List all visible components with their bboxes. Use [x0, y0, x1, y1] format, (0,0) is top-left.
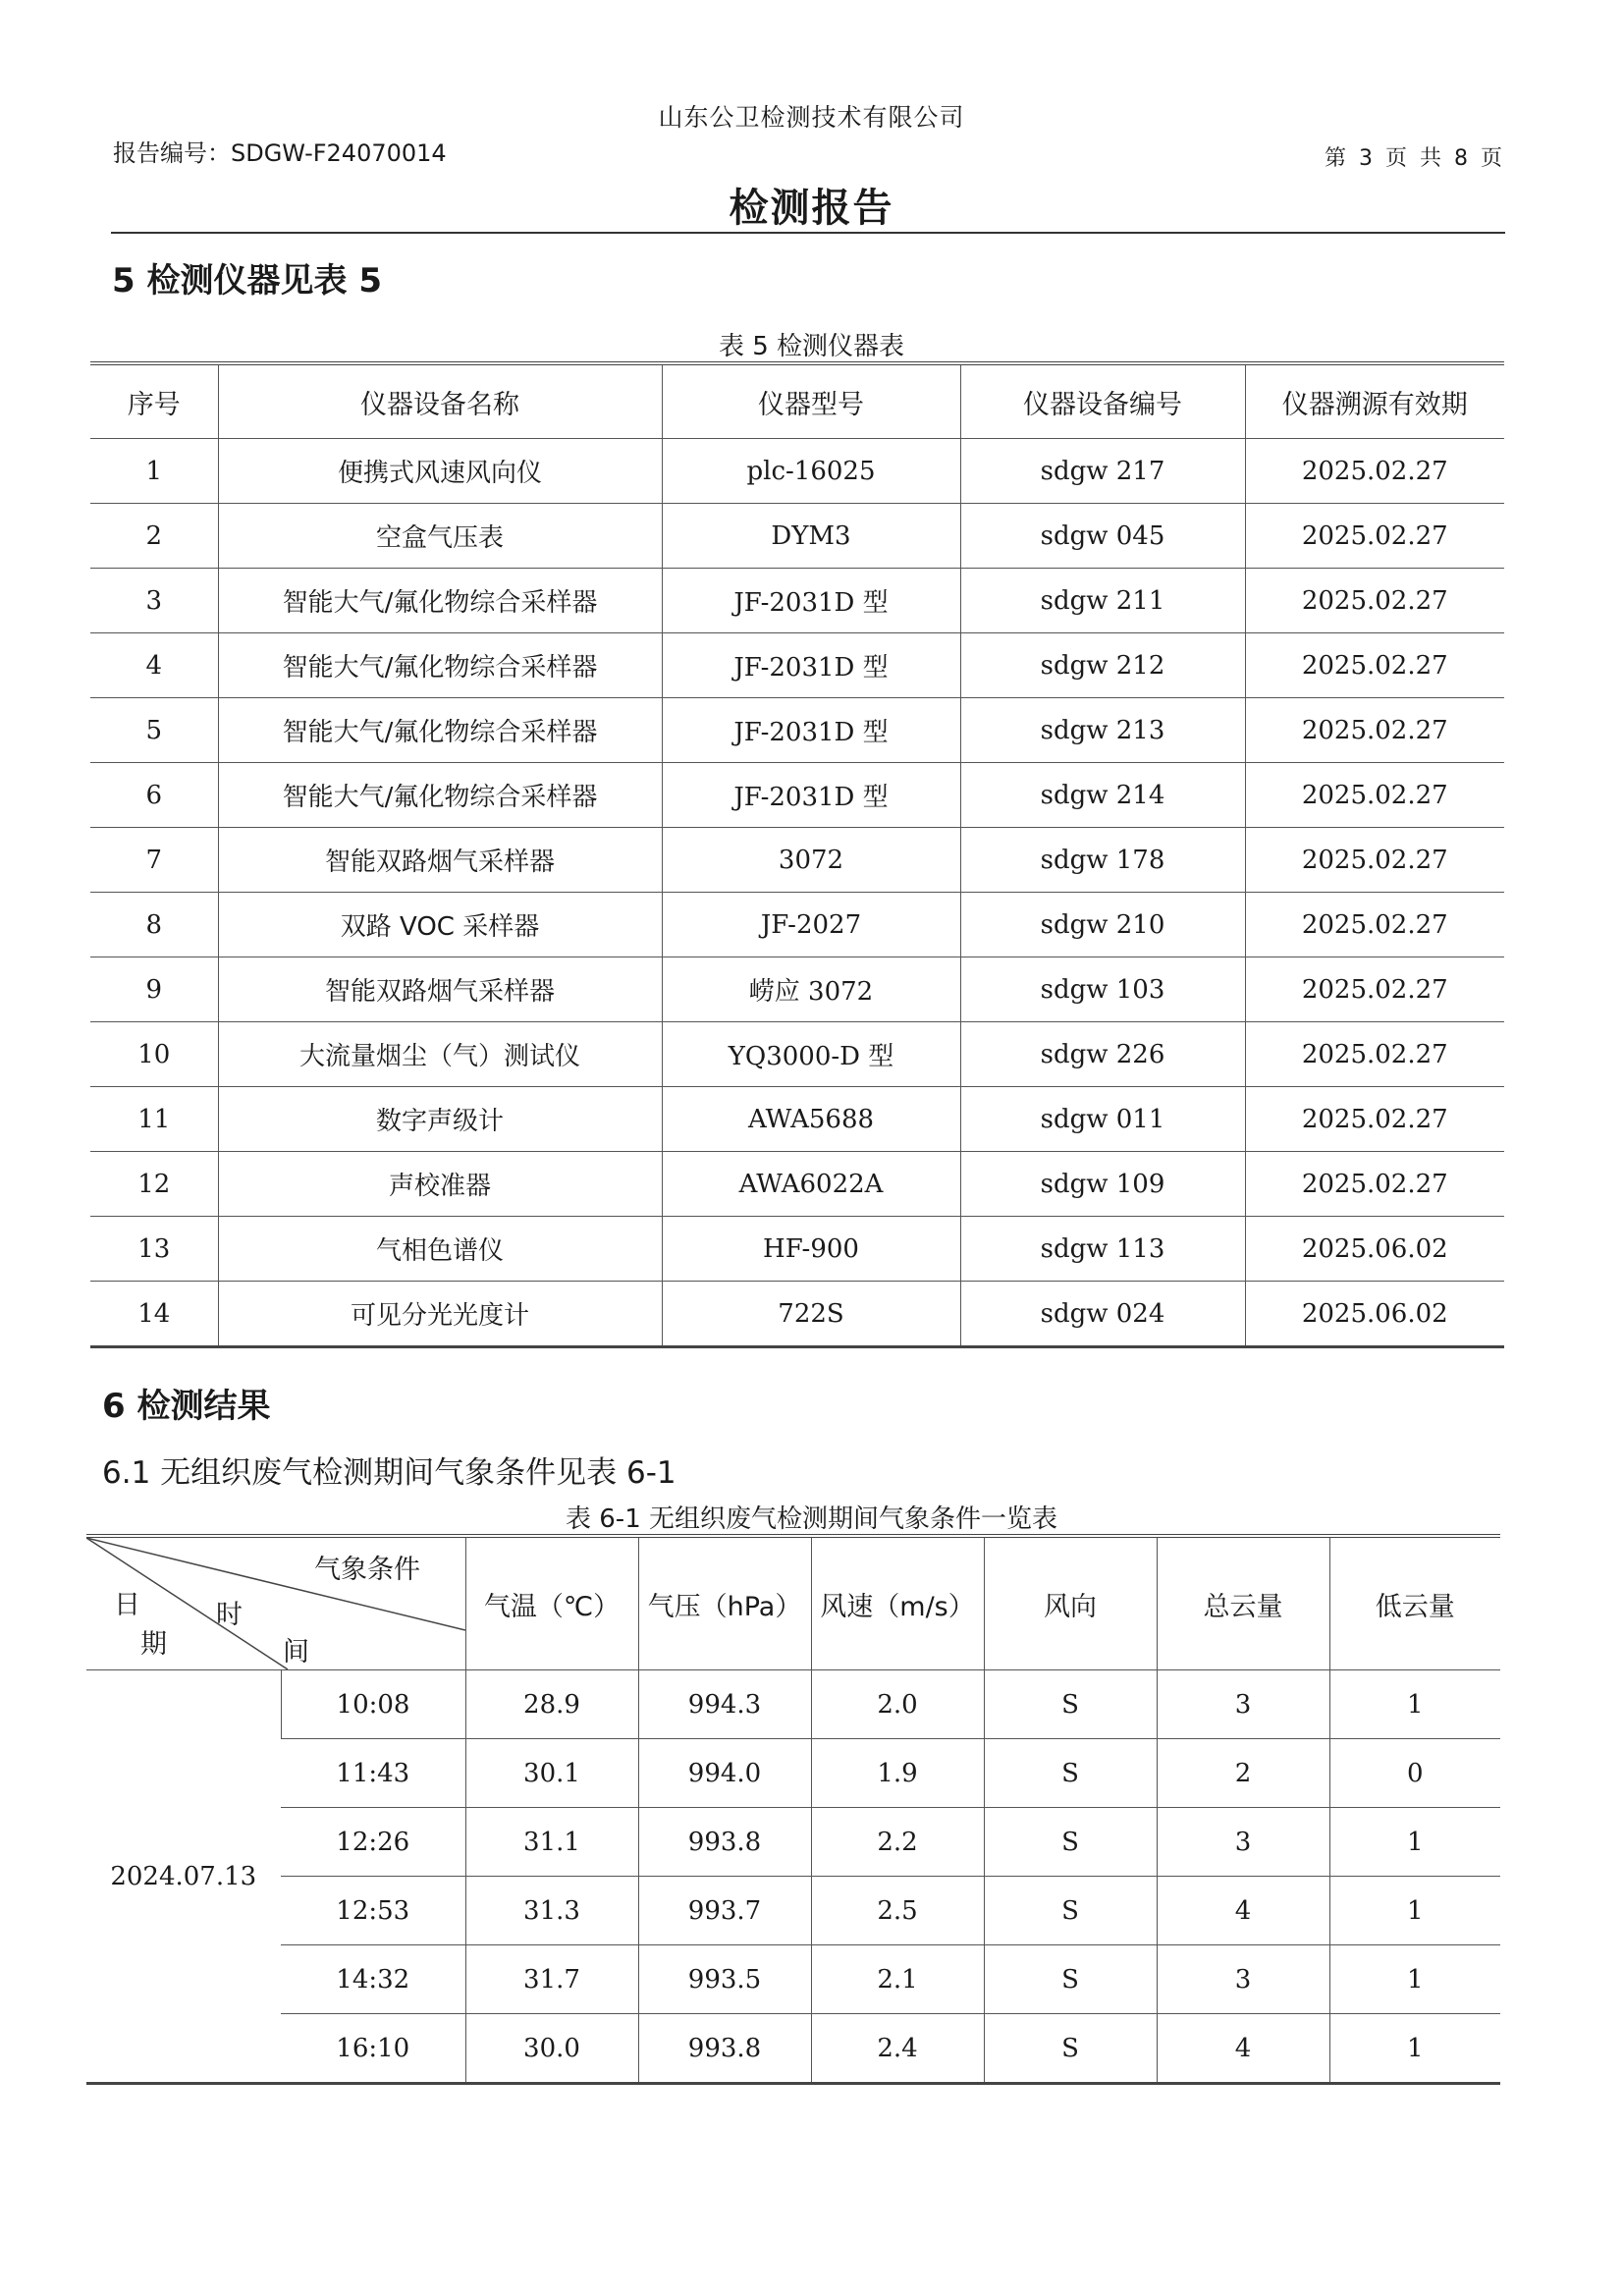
- cell-temperature: 31.7: [465, 1945, 638, 2014]
- col-header-validity: 仪器溯源有效期: [1245, 363, 1504, 439]
- cell-wind-direction: S: [984, 1808, 1157, 1877]
- instrument-row: [90, 957, 1504, 1022]
- cell-index: 10: [90, 1022, 218, 1087]
- cell-model: YQ3000-D 型: [662, 1022, 960, 1087]
- cell-model: JF-2031D 型: [662, 698, 960, 763]
- cell-instrument-id: sdgw 045: [960, 504, 1245, 569]
- cell-model: plc-16025: [662, 439, 960, 504]
- col-header-wind-direction: 风向: [984, 1536, 1157, 1670]
- cell-instrument-id: sdgw 217: [960, 439, 1245, 504]
- cell-instrument-id: sdgw 011: [960, 1087, 1245, 1152]
- col-header-wind-speed: 风速（m/s）: [811, 1536, 984, 1670]
- instrument-row: [90, 828, 1504, 893]
- cell-wind-direction: S: [984, 1877, 1157, 1945]
- cell-instrument-id: sdgw 109: [960, 1152, 1245, 1217]
- weather-row: [86, 1877, 1500, 1945]
- report-number: 报告编号：SDGW-F24070014: [113, 139, 447, 167]
- cell-pressure: 993.8: [638, 2014, 811, 2084]
- instrument-row: [90, 893, 1504, 957]
- section-6-heading: 6 检测结果: [102, 1387, 271, 1426]
- weather-row: [86, 1808, 1500, 1877]
- cell-instrument-name: 大流量烟尘（气）测试仪: [218, 1022, 662, 1087]
- cell-validity: 2025.02.27: [1245, 1022, 1504, 1087]
- cell-total-cloud: 4: [1157, 1877, 1329, 1945]
- cell-instrument-name: 空盒气压表: [218, 504, 662, 569]
- cell-model: AWA6022A: [662, 1152, 960, 1217]
- cell-instrument-name: 数字声级计: [218, 1087, 662, 1152]
- cell-index: 1: [90, 439, 218, 504]
- cell-wind-direction: S: [984, 2014, 1157, 2084]
- cell-instrument-name: 可见分光光度计: [218, 1282, 662, 1347]
- cell-index: 4: [90, 633, 218, 698]
- cell-low-cloud: 1: [1329, 1670, 1500, 1739]
- col-header-model: 仪器型号: [662, 363, 960, 439]
- cell-total-cloud: 3: [1157, 1808, 1329, 1877]
- cell-time: 12:53: [281, 1877, 465, 1945]
- diagonal-header-cell: [86, 1536, 465, 1670]
- cell-index: 8: [90, 893, 218, 957]
- weather-row: [86, 1670, 1500, 1739]
- cell-total-cloud: 2: [1157, 1739, 1329, 1808]
- cell-total-cloud: 3: [1157, 1670, 1329, 1739]
- instrument-table: [90, 361, 1504, 1348]
- cell-model: 崂应 3072: [662, 957, 960, 1022]
- cell-wind-speed: 2.4: [811, 2014, 984, 2084]
- cell-date: 2024.07.13: [86, 1670, 281, 2084]
- cell-index: 5: [90, 698, 218, 763]
- cell-instrument-id: sdgw 210: [960, 893, 1245, 957]
- cell-validity: 2025.06.02: [1245, 1217, 1504, 1282]
- cell-instrument-name: 智能大气/氟化物综合采样器: [218, 633, 662, 698]
- cell-pressure: 994.3: [638, 1670, 811, 1739]
- cell-instrument-id: sdgw 024: [960, 1282, 1245, 1347]
- cell-instrument-id: sdgw 211: [960, 569, 1245, 633]
- cell-low-cloud: 1: [1329, 2014, 1500, 2084]
- col-header-pressure: 气压（hPa）: [638, 1536, 811, 1670]
- cell-time: 14:32: [281, 1945, 465, 2014]
- diag-label-time-1: 时: [216, 1600, 243, 1630]
- cell-instrument-name: 声校准器: [218, 1152, 662, 1217]
- cell-instrument-id: sdgw 178: [960, 828, 1245, 893]
- header-rule: [111, 232, 1505, 234]
- cell-validity: 2025.02.27: [1245, 504, 1504, 569]
- cell-instrument-id: sdgw 213: [960, 698, 1245, 763]
- section-5-heading: 5 检测仪器见表 5: [112, 261, 382, 301]
- weather-row: [86, 2014, 1500, 2084]
- cell-model: JF-2027: [662, 893, 960, 957]
- cell-total-cloud: 3: [1157, 1945, 1329, 2014]
- cell-instrument-name: 智能大气/氟化物综合采样器: [218, 763, 662, 828]
- cell-index: 14: [90, 1282, 218, 1347]
- cell-validity: 2025.02.27: [1245, 1087, 1504, 1152]
- cell-instrument-id: sdgw 212: [960, 633, 1245, 698]
- cell-temperature: 30.1: [465, 1739, 638, 1808]
- cell-model: AWA5688: [662, 1087, 960, 1152]
- cell-validity: 2025.02.27: [1245, 763, 1504, 828]
- cell-instrument-id: sdgw 226: [960, 1022, 1245, 1087]
- cell-temperature: 28.9: [465, 1670, 638, 1739]
- cell-wind-speed: 2.0: [811, 1670, 984, 1739]
- table-6-1-caption: 表 6-1 无组织废气检测期间气象条件一览表: [566, 1504, 1057, 1534]
- cell-total-cloud: 4: [1157, 2014, 1329, 2084]
- cell-time: 10:08: [281, 1670, 465, 1739]
- col-header-index: 序号: [90, 363, 218, 439]
- cell-low-cloud: 1: [1329, 1877, 1500, 1945]
- instrument-row: [90, 504, 1504, 569]
- weather-table-header: [86, 1536, 1500, 1670]
- cell-temperature: 31.1: [465, 1808, 638, 1877]
- instrument-row: [90, 439, 1504, 504]
- col-header-total-cloud: 总云量: [1157, 1536, 1329, 1670]
- instrument-row: [90, 698, 1504, 763]
- cell-wind-direction: S: [984, 1670, 1157, 1739]
- weather-table-body: [86, 1670, 1500, 2084]
- weather-table: [86, 1534, 1500, 2085]
- instrument-row: [90, 1087, 1504, 1152]
- cell-validity: 2025.02.27: [1245, 569, 1504, 633]
- cell-wind-speed: 1.9: [811, 1739, 984, 1808]
- document-title: 检测报告: [729, 186, 894, 231]
- instrument-row: [90, 569, 1504, 633]
- cell-wind-speed: 2.5: [811, 1877, 984, 1945]
- cell-index: 3: [90, 569, 218, 633]
- cell-model: DYM3: [662, 504, 960, 569]
- cell-instrument-id: sdgw 214: [960, 763, 1245, 828]
- cell-model: JF-2031D 型: [662, 763, 960, 828]
- cell-validity: 2025.02.27: [1245, 828, 1504, 893]
- cell-time: 11:43: [281, 1739, 465, 1808]
- section-6-1-heading: 6.1 无组织废气检测期间气象条件见表 6-1: [102, 1455, 676, 1491]
- weather-row: [86, 1739, 1500, 1808]
- cell-index: 6: [90, 763, 218, 828]
- cell-instrument-name: 便携式风速风向仪: [218, 439, 662, 504]
- cell-validity: 2025.06.02: [1245, 1282, 1504, 1347]
- cell-instrument-name: 智能双路烟气采样器: [218, 957, 662, 1022]
- cell-index: 11: [90, 1087, 218, 1152]
- company-name: 山东公卫检测技术有限公司: [658, 103, 965, 132]
- cell-temperature: 31.3: [465, 1877, 638, 1945]
- cell-model: JF-2031D 型: [662, 569, 960, 633]
- cell-time: 16:10: [281, 2014, 465, 2084]
- cell-index: 13: [90, 1217, 218, 1282]
- cell-low-cloud: 1: [1329, 1945, 1500, 2014]
- diag-label-date-2: 期: [140, 1629, 167, 1660]
- cell-low-cloud: 0: [1329, 1739, 1500, 1808]
- cell-instrument-id: sdgw 113: [960, 1217, 1245, 1282]
- cell-model: JF-2031D 型: [662, 633, 960, 698]
- cell-pressure: 993.5: [638, 1945, 811, 2014]
- col-header-name: 仪器设备名称: [218, 363, 662, 439]
- cell-index: 9: [90, 957, 218, 1022]
- cell-wind-direction: S: [984, 1739, 1157, 1808]
- cell-wind-speed: 2.1: [811, 1945, 984, 2014]
- cell-validity: 2025.02.27: [1245, 1152, 1504, 1217]
- cell-pressure: 993.7: [638, 1877, 811, 1945]
- cell-validity: 2025.02.27: [1245, 698, 1504, 763]
- diag-label-time-2: 间: [283, 1637, 309, 1667]
- col-header-temperature: 气温（℃）: [465, 1536, 638, 1670]
- cell-temperature: 30.0: [465, 2014, 638, 2084]
- cell-validity: 2025.02.27: [1245, 439, 1504, 504]
- cell-time: 12:26: [281, 1808, 465, 1877]
- cell-model: 722S: [662, 1282, 960, 1347]
- cell-pressure: 993.8: [638, 1808, 811, 1877]
- col-header-low-cloud: 低云量: [1329, 1536, 1500, 1670]
- cell-validity: 2025.02.27: [1245, 893, 1504, 957]
- instrument-table-body: [90, 439, 1504, 1347]
- cell-model: 3072: [662, 828, 960, 893]
- cell-instrument-name: 双路 VOC 采样器: [218, 893, 662, 957]
- cell-validity: 2025.02.27: [1245, 633, 1504, 698]
- instrument-row: [90, 1282, 1504, 1347]
- instrument-table-header: [90, 363, 1504, 439]
- cell-index: 12: [90, 1152, 218, 1217]
- weather-row: [86, 1945, 1500, 2014]
- cell-instrument-name: 智能双路烟气采样器: [218, 828, 662, 893]
- instrument-row: [90, 633, 1504, 698]
- cell-instrument-name: 智能大气/氟化物综合采样器: [218, 698, 662, 763]
- diag-label-date-1: 日: [114, 1590, 140, 1620]
- cell-validity: 2025.02.27: [1245, 957, 1504, 1022]
- cell-pressure: 994.0: [638, 1739, 811, 1808]
- table-5-caption: 表 5 检测仪器表: [718, 332, 905, 361]
- cell-low-cloud: 1: [1329, 1808, 1500, 1877]
- col-header-id: 仪器设备编号: [960, 363, 1245, 439]
- cell-instrument-id: sdgw 103: [960, 957, 1245, 1022]
- page-number: 第 3 页 共 8 页: [1325, 146, 1505, 171]
- instrument-row: [90, 1022, 1504, 1087]
- cell-instrument-name: 智能大气/氟化物综合采样器: [218, 569, 662, 633]
- instrument-row: [90, 1217, 1504, 1282]
- instrument-row: [90, 763, 1504, 828]
- cell-instrument-name: 气相色谱仪: [218, 1217, 662, 1282]
- cell-index: 7: [90, 828, 218, 893]
- cell-index: 2: [90, 504, 218, 569]
- cell-model: HF-900: [662, 1217, 960, 1282]
- cell-wind-speed: 2.2: [811, 1808, 984, 1877]
- instrument-row: [90, 1152, 1504, 1217]
- cell-wind-direction: S: [984, 1945, 1157, 2014]
- diag-label-weather: 气象条件: [314, 1555, 420, 1585]
